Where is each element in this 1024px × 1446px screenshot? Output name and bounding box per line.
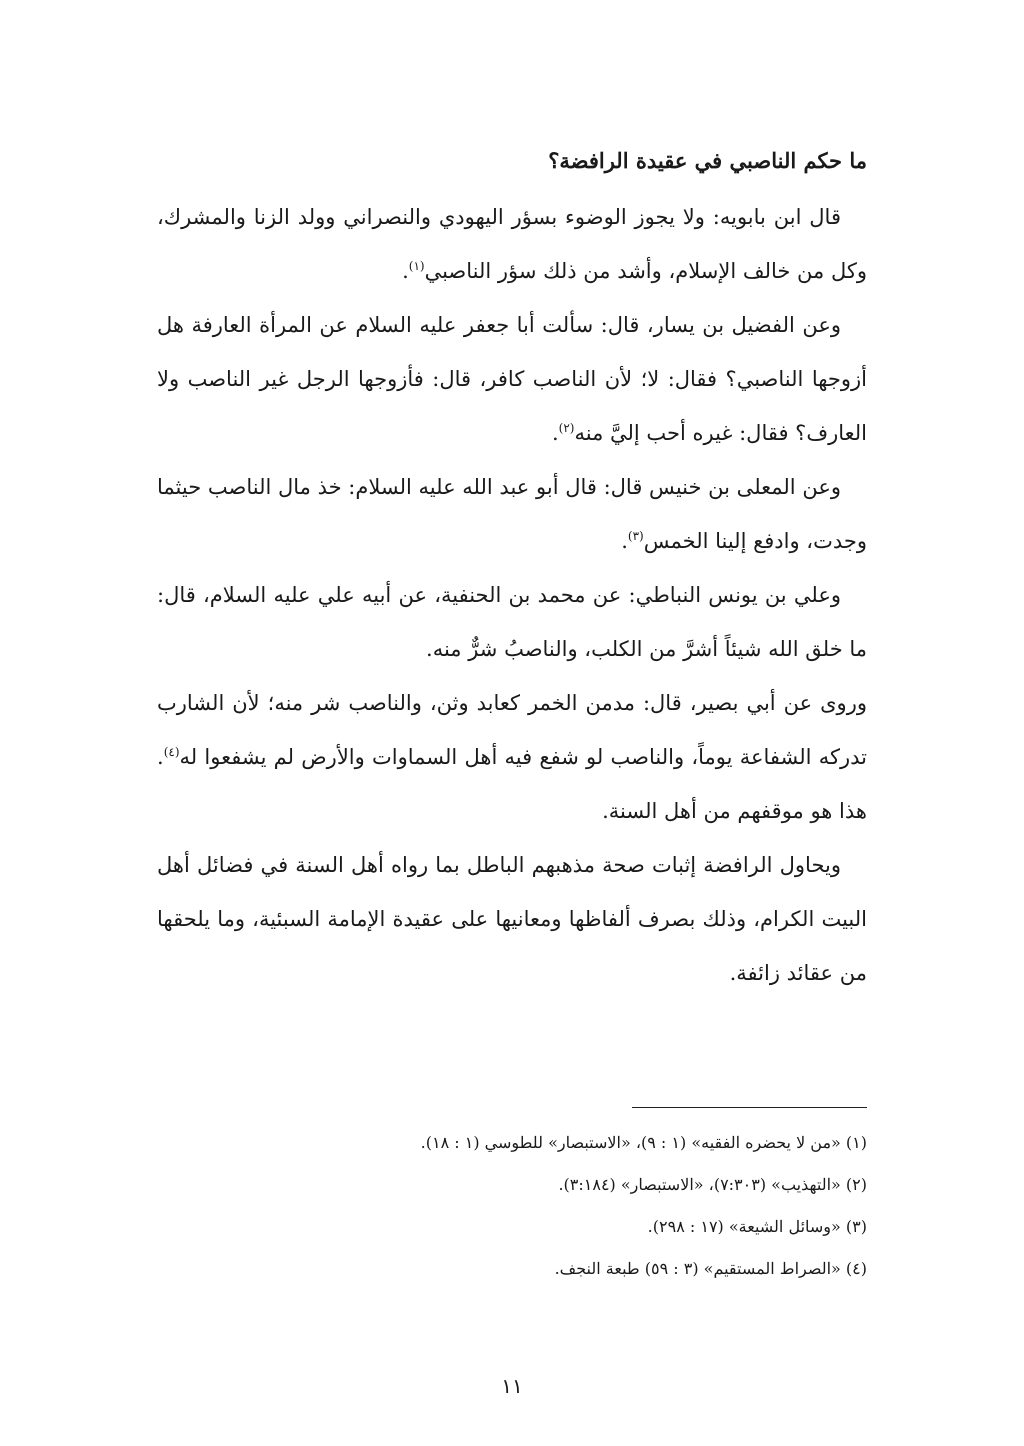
section-heading: ما حكم الناصبي في عقيدة الرافضة؟ [548, 148, 867, 173]
paragraph-1: قال ابن بابويه: ولا يجوز الوضوء بسؤر اليهودي والنصراني وولد الزنا والمشرك، وكل من خالف الإسلام، وأشد من ذلك سؤر الناصبي$^{(١)}$. [157, 205, 867, 283]
footnote-ref-4[interactable]: (٤) [163, 745, 180, 759]
paragraph-4: وعلي بن يونس النباطي: عن محمد بن الحنفية، عن أبيه علي عليه السلام، قال: ما خلق الله شيئاً أشرَّ من الكلب، والناصبُ شرٌّ منه. [157, 583, 867, 661]
footnotes [157, 1122, 867, 1290]
page-number: ١١ [501, 1374, 523, 1398]
paragraph-2: وعن الفضيل بن يسار، قال: سألت أبا جعفر عليه السلام عن المرأة العارفة هل أزوجها الناصبي؟ فقال: لا؛ لأن الناصب كافر، قال: فأزوجها الرجل غير الناصب ولا العارف؟ فقال: غيره أحب إليَّ منه$^{(٢)}$. [157, 313, 867, 445]
footnote-3: (٣) «وسائل الشيعة» (١٧ : ٢٩٨). [647, 1217, 867, 1236]
footnote-ref-1[interactable]: (١) [408, 259, 425, 273]
footnote-1: (١) «من لا يحضره الفقيه» (١ : ٩)، «الاستبصار» للطوسي (١ : ١٨). [420, 1133, 867, 1152]
footnote-divider [632, 1107, 867, 1108]
paragraph-5: وروى عن أبي بصير، قال: مدمن الخمر كعابد وثن، والناصب شر منه؛ لأن الشارب تدركه الشفاعة يوماً، والناصب لو شفع فيه أهل السماوات والأرض لم يشفعوا له$^{(٤)}$. هذا هو موقفهم من أهل السنة. [157, 691, 867, 823]
paragraph-3: وعن المعلى بن خنيس قال: قال أبو عبد الله عليه السلام: خذ مال الناصب حيثما وجدت، وادفع إلينا الخمس$^{(٣)}$. [157, 475, 867, 553]
footnote-4: (٤) «الصراط المستقيم» (٣ : ٥٩) طبعة النجف. [554, 1259, 867, 1278]
paragraph-6: ويحاول الرافضة إثبات صحة مذهبهم الباطل بما رواه أهل السنة في فضائل أهل البيت الكرام، وذلك بصرف ألفاظها ومعانيها على عقيدة الإمامة السبئية، وما يلحقها من عقائد زائفة. [157, 853, 867, 985]
main-text [157, 138, 867, 1000]
footnote-ref-2[interactable]: (٢) [558, 421, 575, 435]
footnote-ref-3[interactable]: (٣) [627, 529, 644, 543]
footnote-2: (٢) «التهذيب» (٧:٣٠٣)، «الاستبصار» (٣:١٨٤). [558, 1175, 867, 1194]
